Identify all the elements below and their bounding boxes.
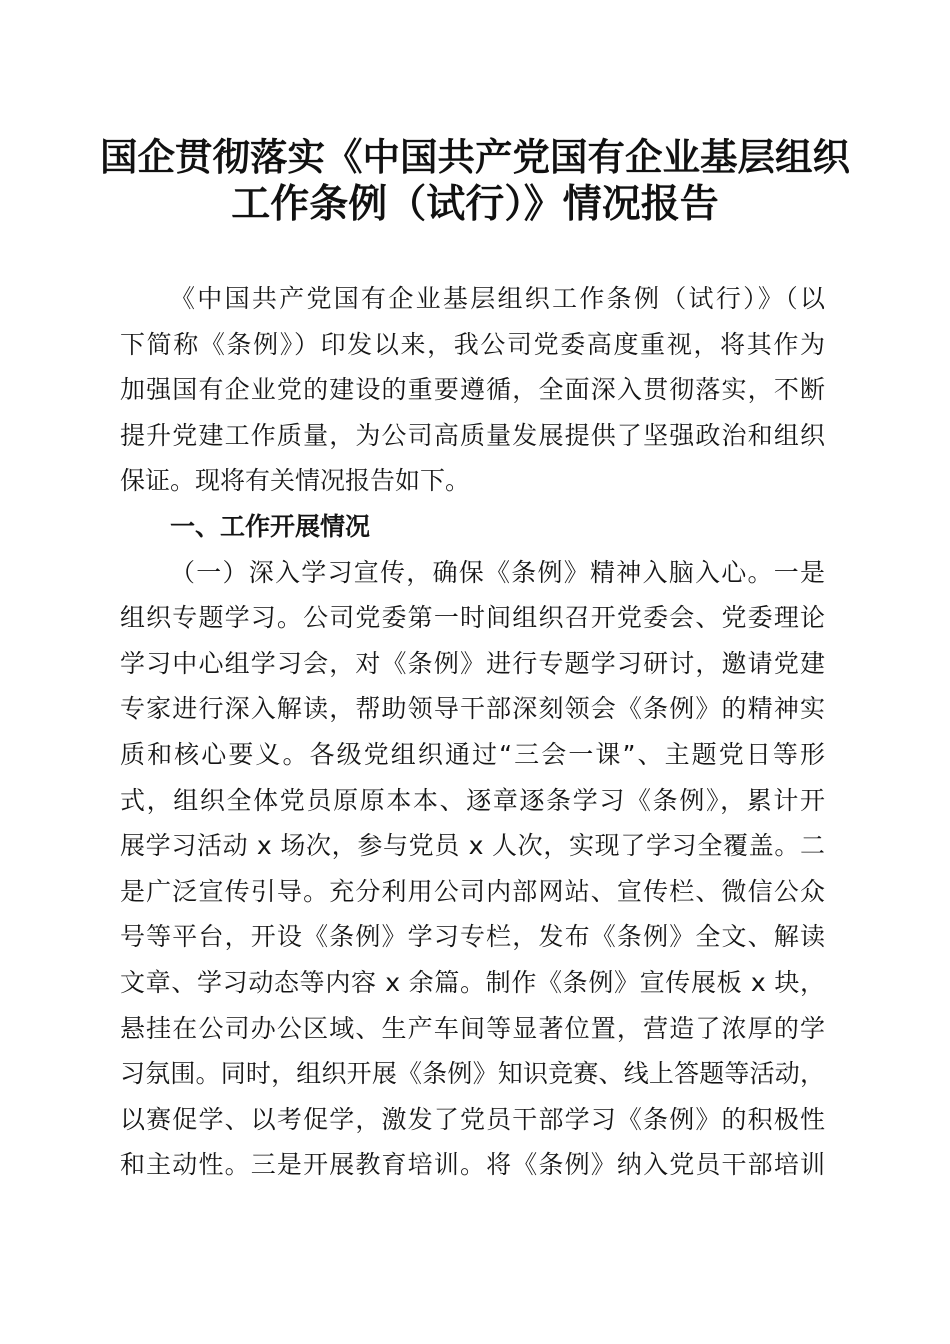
- section1-line-13: 以赛促学、以考促学，激发了党员干部学习《条例》的积极性: [120, 1104, 825, 1134]
- section-heading: 一、工作开展情况: [170, 511, 371, 541]
- section1-line-2: 组织专题学习。公司党委第一时间组织召开党委会、党委理论: [120, 603, 825, 633]
- title-line-1: 国企贯彻落实《中国共产党国有企业基层组织: [100, 135, 850, 179]
- intro-line-5: 保证。现将有关情况报告如下。: [120, 466, 471, 496]
- document-title: [100, 134, 850, 228]
- section1-line-3: 学习中心组学习会，对《条例》进行专题学习研讨，邀请党建: [120, 648, 825, 678]
- section1-line-1: （一）深入学习宣传，确保《条例》精神入脑入心。一是: [170, 557, 825, 587]
- intro-line-2: 下简称《条例》）印发以来，我公司党委高度重视，将其作为: [120, 329, 825, 359]
- intro-line-3: 加强国有企业党的建设的重要遵循，全面深入贯彻落实，不断: [120, 375, 825, 405]
- section1-line-7: 展学习活动 x 场次，参与党员 x 人次，实现了学习全覆盖。二: [120, 831, 825, 861]
- section1-line-14: 和主动性。三是开展教育培训。将《条例》纳入党员干部培训: [120, 1150, 825, 1180]
- section1-line-5: 质和核心要义。各级党组织通过“三会一课”、主题党日等形: [120, 739, 825, 769]
- section1-line-8: 是广泛宣传引导。充分利用公司内部网站、宣传栏、微信公众: [120, 876, 825, 906]
- section1-line-6: 式，组织全体党员原原本本、逐章逐条学习《条例》，累计开: [120, 785, 825, 815]
- section1-line-11: 悬挂在公司办公区域、生产车间等显著位置，营造了浓厚的学: [120, 1013, 825, 1043]
- document-body: [120, 276, 825, 1188]
- title-line-2: 工作条例（试行）》情况报告: [231, 181, 719, 227]
- section1-line-10: 文章、学习动态等内容 x 余篇。制作《条例》宣传展板 x 块，: [120, 967, 825, 997]
- section1-line-12: 习氛围。同时，组织开展《条例》知识竞赛、线上答题等活动，: [120, 1059, 825, 1089]
- intro-line-1: 《中国共产党国有企业基层组织工作条例（试行）》（以: [170, 284, 825, 313]
- section1-line-9: 号等平台，开设《条例》学习专栏，发布《条例》全文、解读: [120, 922, 825, 952]
- intro-line-4: 提升党建工作质量，为公司高质量发展提供了坚强政治和组织: [120, 420, 825, 450]
- section1-line-4: 专家进行深入解读，帮助领导干部深刻领会《条例》的精神实: [120, 694, 825, 724]
